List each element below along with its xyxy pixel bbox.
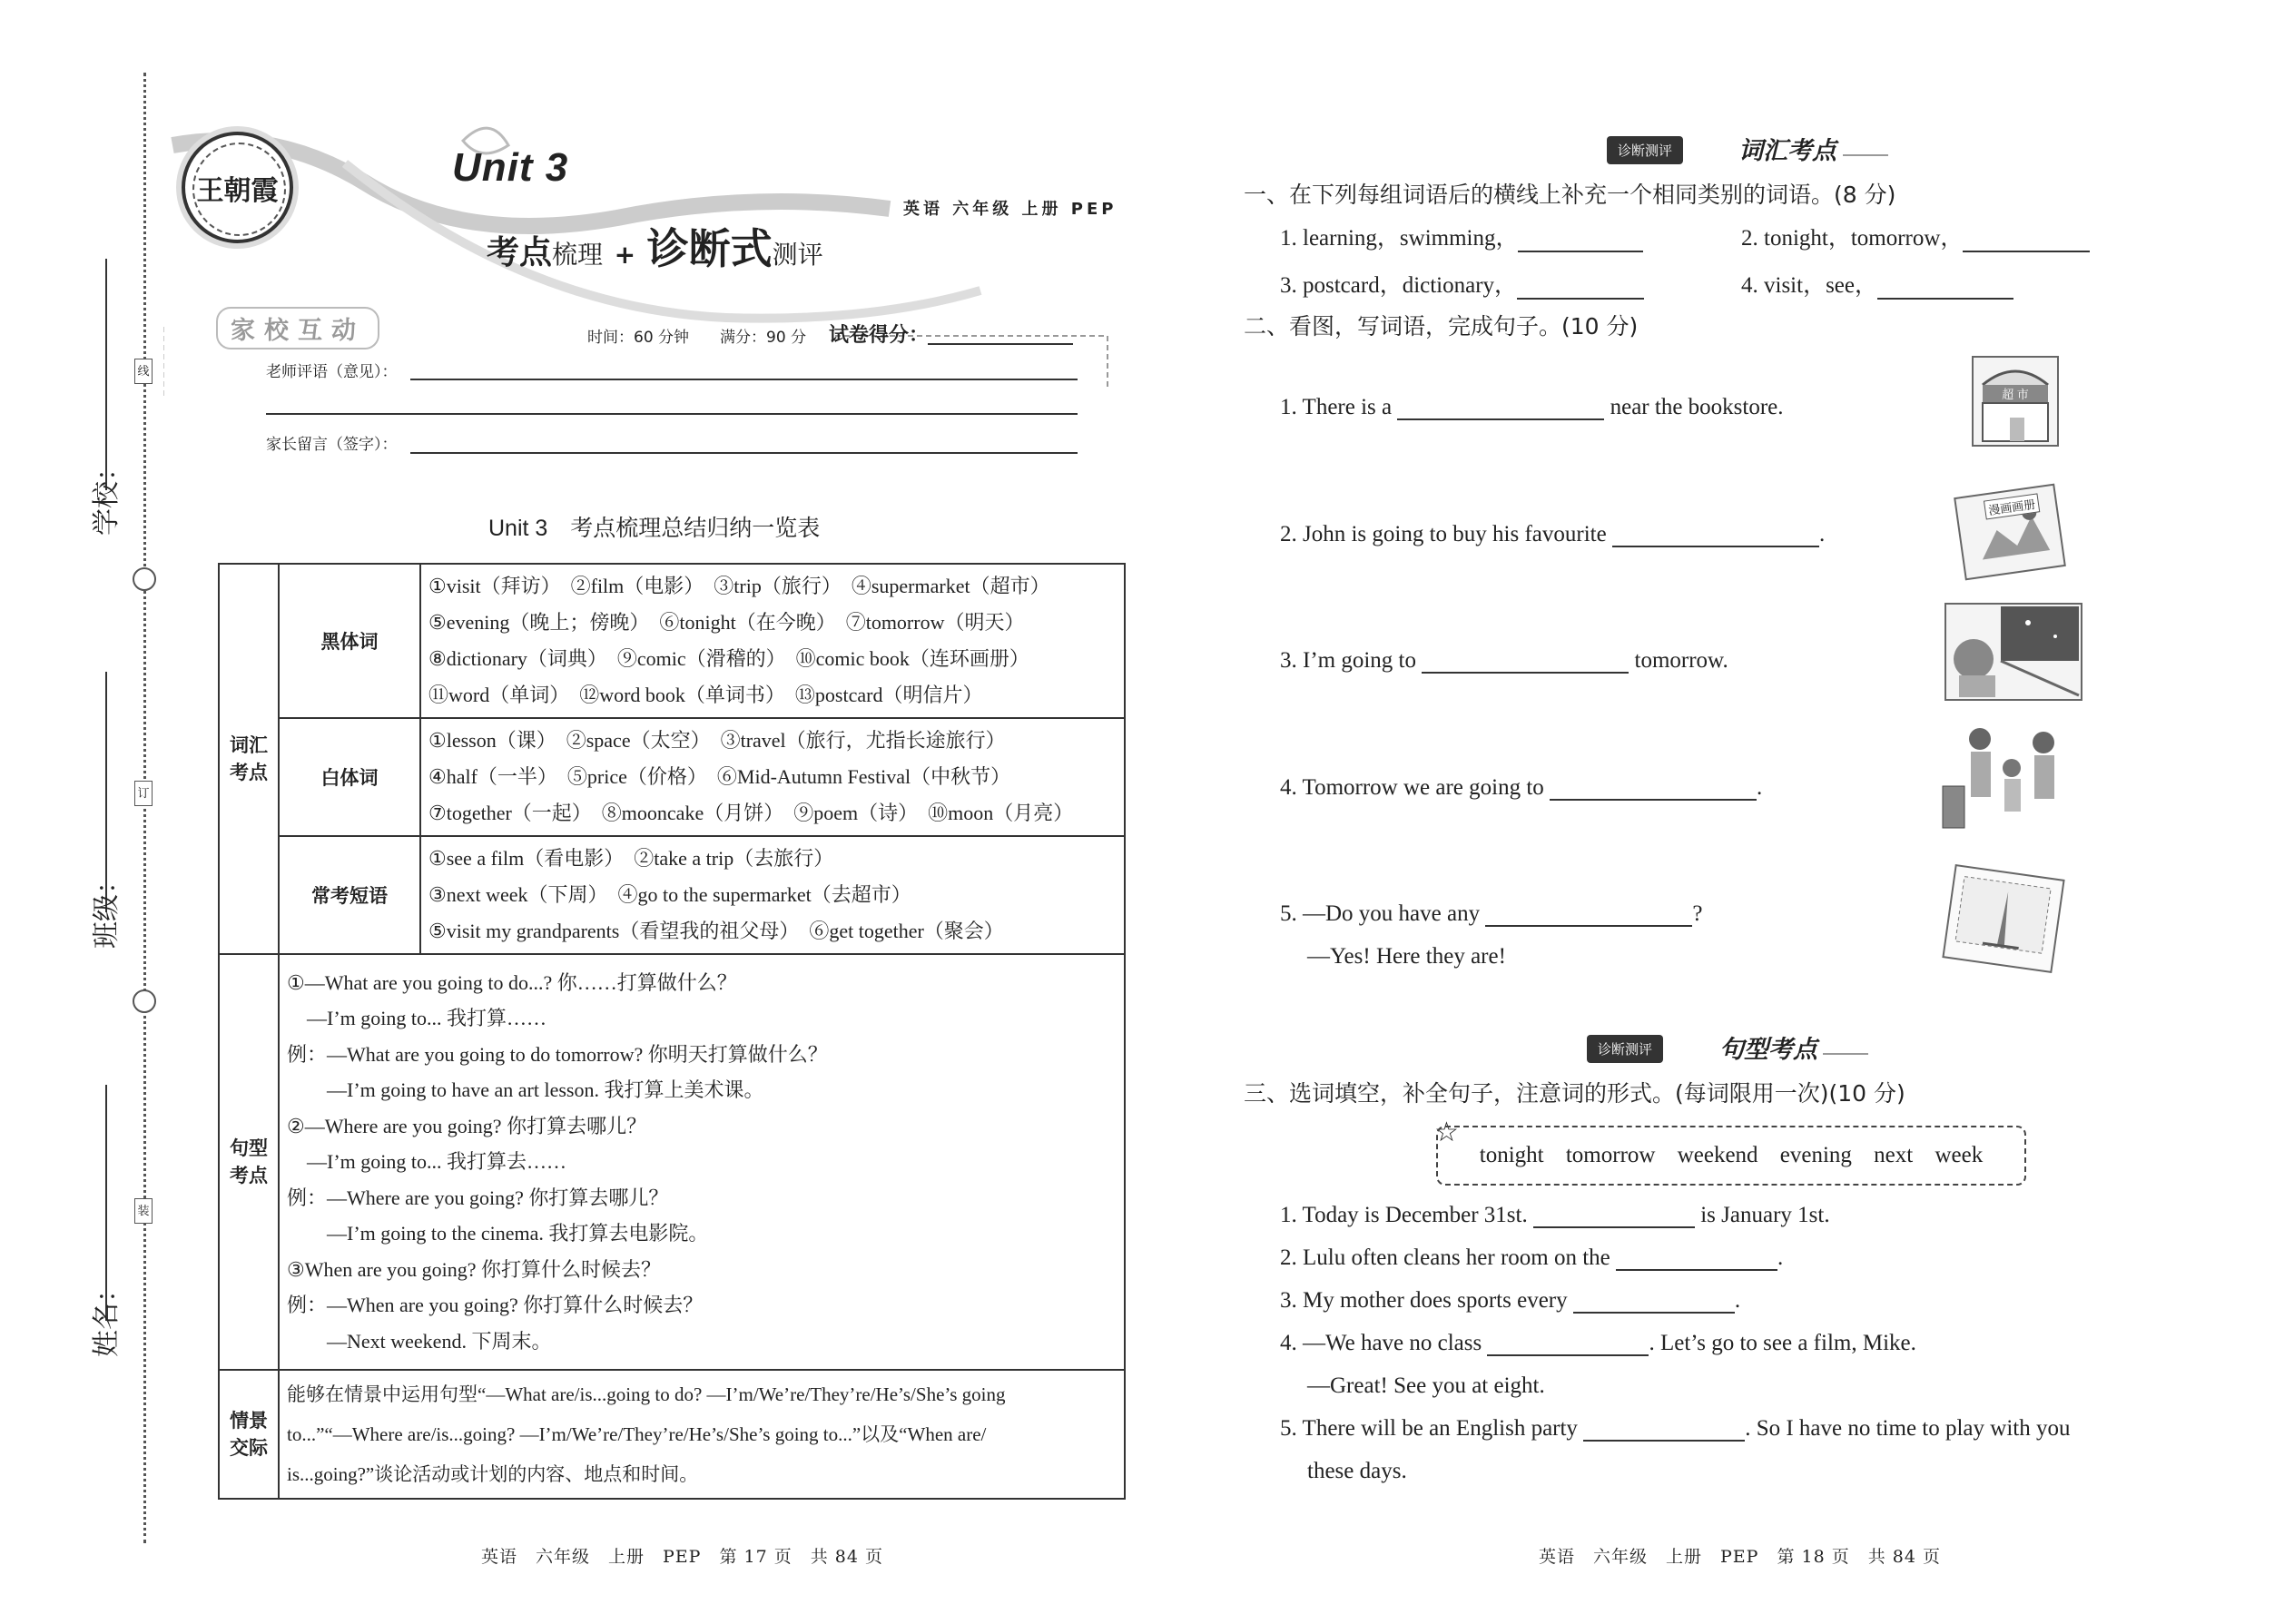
sentence-category: 句型 考点 [219,954,279,1370]
name-label: 姓名： [91,1275,123,1357]
bold-words-label: 黑体词 [279,564,420,718]
list-item: ③When are you going? 你打算什么时候去？ [287,1257,661,1281]
list-item: —I’m going to... 我打算…… [287,1007,546,1030]
answer-blank[interactable] [1485,925,1692,927]
comic-book-picture [1954,484,2066,581]
section-2-title: 二、看图，写词语，完成句子。(10 分) [1244,313,1639,340]
postcard-icon [1944,866,2063,970]
summary-table [218,563,1126,1500]
logo-seal [182,132,293,243]
page-subtitle: 考点梳理 + 诊断式测评 [487,224,823,273]
s3-item-1: 1. Today is December 31st. is January 1st. [1280,1203,1830,1227]
banner-title: 词汇考点 [1738,137,1836,165]
section-1-title: 一、在下列每组词语后的横线上补充一个相同类别的词语。(8 分) [1244,182,1896,208]
teacher-comment-field-2[interactable] [266,413,1078,415]
s3-item-4: 4. —We have no class . Let’s go to see a film, Mike. [1280,1331,1916,1355]
s2-item-3: 3. I’m going to tomorrow. [1280,648,1728,673]
list-item: 能够在情景中运用句型“—What are/is...going to do? —I’m/We’re/They’re/He’s/She’s going [287,1383,1006,1405]
binding-hole [133,989,156,1013]
s1-item-1: 1. learning，swimming， [1280,220,1643,252]
s3-item-3: 3. My mother does sports every . [1280,1288,1741,1313]
s3-item-5: 5. There will be an English party . So I have no time to play with you [1280,1416,2071,1441]
postcards-picture [1942,864,2064,973]
list-item: is...going?”谈论活动或计划的内容、地点和时间。 [287,1463,699,1485]
s3-item-2: 2. Lulu often cleans her room on the . [1280,1245,1784,1270]
answer-blank[interactable] [1877,298,2013,300]
banner-label: 诊断测评 [1587,1035,1663,1063]
list-item: ⑪word（单词） ⑫word book（单词书） ⑬postcard（明信片） [428,684,983,706]
picture-sign: 超 市 [1983,385,2048,402]
space-travel-picture [1944,603,2082,701]
binding-dotted-line [143,73,146,1543]
list-item: ⑤visit my grandparents（看望我的祖父母） ⑥get together（聚会） [428,920,1004,942]
vocab-category: 词汇 考点 [219,564,279,954]
s3-item-5-cont: these days. [1307,1459,1407,1483]
phrases-cell [420,836,1125,954]
picture-cover-text: 漫画画册 [1984,493,2040,519]
list-item: ①visit（拜访） ②film（电影） ③trip（旅行） ④supermarket（超市） [428,575,1050,597]
banner-label: 诊断测评 [1607,136,1683,164]
banner-title: 句型考点 [1719,1036,1817,1064]
list-item: 例：—What are you going to do tomorrow? 你明天打算做什么？ [287,1042,828,1066]
list-item: —Next weekend. 下周末。 [287,1329,552,1353]
footer-right: 英语 六年级 上册 PEP 第 18 页 共 84 页 [1539,1547,1941,1567]
list-item: ①lesson（课） ②space（太空） ③travel（旅行，尤指长途旅行） [428,729,1006,752]
score-label: 试卷得分： [829,324,930,347]
situation-category: 情景 交际 [219,1370,279,1499]
word-bank: tonight tomorrow weekend evening next week [1436,1126,2026,1186]
answer-blank[interactable] [1517,298,1644,300]
score-field[interactable] [928,343,1073,345]
list-item: ⑧dictionary（词典） ⑨comic（滑稽的） ⑩comic book（连环画册） [428,647,1029,670]
answer-blank[interactable] [1963,251,2090,252]
answer-blank[interactable] [1583,1440,1745,1442]
logo-text: 王朝霞 [196,175,279,207]
bold-words-cell [420,564,1125,718]
school-label: 学校： [91,454,123,536]
s1-item-2: 2. tonight，tomorrow， [1741,220,2090,252]
s1-item-3: 3. postcard，dictionary， [1280,267,1644,300]
list-item: —I’m going to have an art lesson. 我打算上美术课。 [287,1078,764,1102]
teacher-comment-label: 老师评语（意见）： [266,363,398,381]
list-item: ⑦together（一起） ⑧mooncake（月饼） ⑨poem（诗） ⑩moon（月亮） [428,802,1074,824]
s2-item-5: 5. —Do you have any ? [1280,901,1703,926]
answer-blank[interactable] [1533,1226,1695,1228]
answer-blank[interactable] [1616,1269,1777,1271]
parent-comment-label: 家长留言（签字）： [266,436,398,454]
footer-left: 英语 六年级 上册 PEP 第 17 页 共 84 页 [481,1547,883,1567]
binding-hole [133,567,156,591]
situation-cell [279,1370,1125,1499]
s3-item-4-reply: —Great! See you at eight. [1307,1373,1545,1398]
time-info: 时间：60 分钟 满分：90 分 [587,329,807,347]
vocab-banner [1607,136,1888,163]
list-item: 例：—Where are you going? 你打算去哪儿？ [287,1186,669,1209]
list-item: ①—What are you going to do...? 你……打算做什么？ [287,970,737,994]
answer-blank[interactable] [1573,1312,1735,1314]
sentence-banner [1587,1035,1868,1062]
star-icon: ☆ [1434,1117,1459,1147]
phrases-label: 常考短语 [279,836,420,954]
s2-item-1: 1. There is a near the bookstore. [1280,395,1784,419]
list-item: 例：—When are you going? 你打算什么时候去？ [287,1294,704,1317]
answer-blank[interactable] [1422,672,1629,674]
book-tag: 英语 六年级 上册 PEP [903,200,1117,219]
list-item: —I’m going to... 我打算去…… [287,1150,566,1174]
space-icon [1946,605,2081,699]
sentences-cell [279,954,1125,1370]
s2-item-5-reply: —Yes! Here they are! [1307,944,1506,969]
binding-mark-bind: 装 [134,1198,153,1224]
list-item: —I’m going to the cinema. 我打算去电影院。 [287,1222,709,1245]
answer-blank[interactable] [1397,418,1604,420]
s1-item-4: 4. visit，see， [1741,267,2013,300]
s2-item-2: 2. John is going to buy his favourite . [1280,522,1826,546]
teacher-comment-field[interactable] [410,379,1078,380]
home-school-title: 家校互动 [216,307,379,349]
white-words-label: 白体词 [279,718,420,836]
list-item: to...”“—Where are/is...going? —I’m/We’re/They’re/He’s/She’s going to...”以及“When are/ [287,1423,987,1445]
class-label: 班级： [91,867,123,949]
s2-item-4: 4. Tomorrow we are going to . [1280,775,1763,800]
binding-mark-line: 线 [134,359,153,384]
list-item: ②—Where are you going? 你打算去哪儿？ [287,1114,647,1137]
list-item: ①see a film（看电影） ②take a trip（去旅行） [428,847,834,870]
white-words-cell [420,718,1125,836]
family-trip-picture [1939,723,2073,832]
answer-blank[interactable] [1550,799,1757,801]
family-icon [1939,723,2073,832]
list-item: ⑤evening（晚上；傍晚） ⑥tonight（在今晚） ⑦tomorrow（明天） [428,611,1025,634]
answer-blank[interactable] [1487,1354,1649,1356]
supermarket-picture [1972,356,2059,447]
binding-mark-order: 订 [134,781,153,806]
answer-blank[interactable] [1612,546,1819,547]
summary-title: Unit 3 考点梳理总结归纳一览表 [488,516,821,541]
answer-blank[interactable] [1518,251,1643,252]
list-item: ④half（一半） ⑤price（价格） ⑥Mid-Autumn Festival（中秋节） [428,765,1011,788]
unit-title: Unit 3 [452,145,569,190]
parent-comment-field[interactable] [410,452,1078,454]
list-item: ③next week（下周） ④go to the supermarket（去超市） [428,883,911,906]
section-3-title: 三、选词填空，补全句子，注意词的形式。(每词限用一次)(10 分) [1244,1080,1905,1107]
